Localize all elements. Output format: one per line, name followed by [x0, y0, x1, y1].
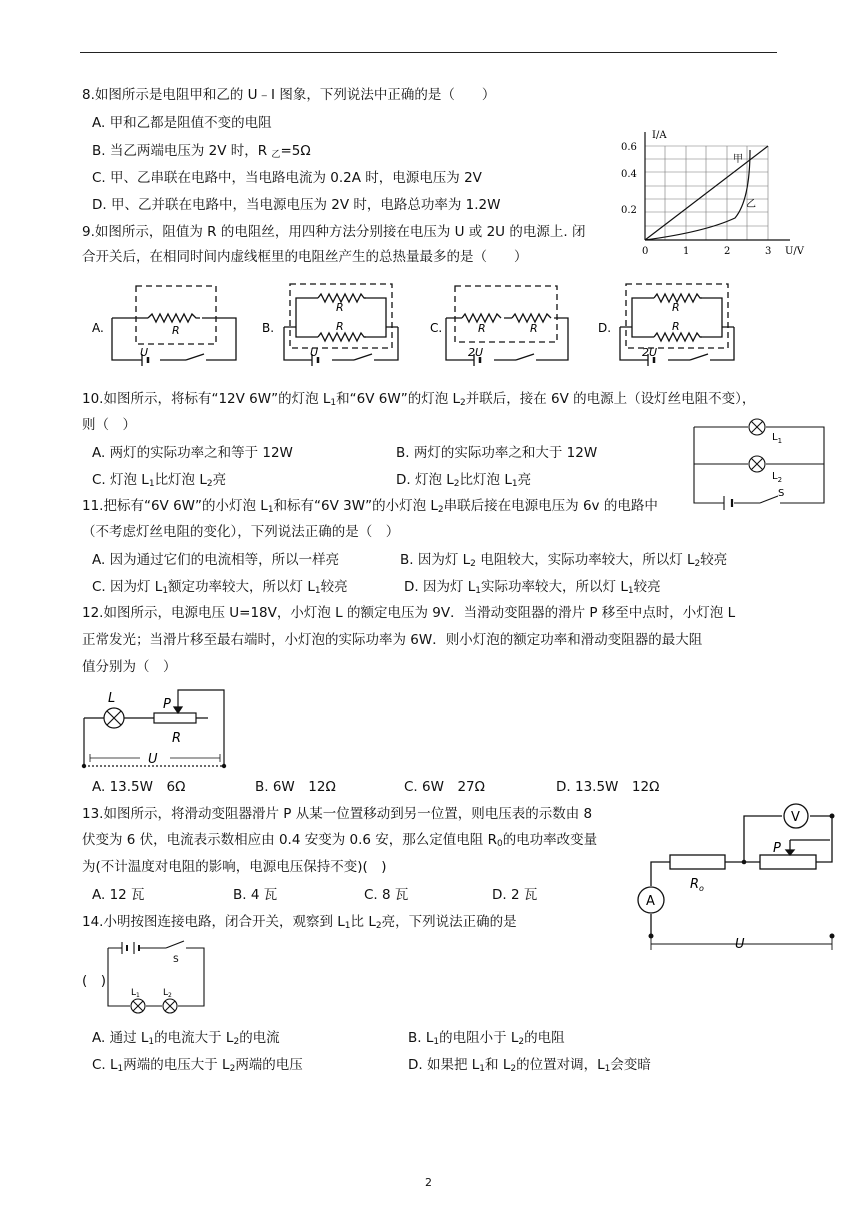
q13-voltmeter-label: V	[791, 810, 800, 825]
q9-b-resistor	[318, 333, 366, 341]
q8-graph-ylabel: I/A	[652, 130, 667, 141]
q8-graph-xlabel: U/V	[785, 246, 805, 257]
q8-option-c: C. 甲、乙串联在电路中，当电路电流为 0.2A 时，电源电压为 2V	[92, 170, 482, 186]
q14-circuit	[100, 936, 220, 1016]
q9-b-r-label: R	[336, 301, 344, 314]
q11-option-b: B. 因为灯 $L_2$ 电阻较大，实际功率较大，所以灯 $L_2$较亮	[400, 552, 728, 569]
q11-option-d: D. 因为灯 $L_1$实际功率较大，所以灯 $L_1$较亮	[404, 579, 661, 596]
q13-r0	[670, 855, 725, 869]
q13-option-b: B. 4 瓦	[233, 887, 278, 903]
q12-stem-line1: 12.如图所示，电源电压 U=18V，小灯泡 L 的额定电压为 9V．当滑动变阻器的滑片 P 移至中点时，小灯泡 L	[82, 605, 736, 621]
q9-c-resistor	[512, 314, 551, 322]
q9-d-resistor	[654, 333, 702, 341]
q9-label-c: C.	[430, 321, 443, 335]
q8-ytick: 0.6	[621, 142, 637, 153]
q13-rheostat	[760, 855, 816, 869]
q13-option-c: C. 8 瓦	[364, 887, 409, 903]
q8-option-d: D. 甲、乙并联在电路中，当电源电压为 2V 时，电路总功率为 1.2W	[92, 197, 501, 213]
q14-option-c: C. $L_1$两端的电压大于 $L_2$两端的电压	[92, 1057, 303, 1074]
q13-circuit	[630, 800, 840, 952]
q8-option-a: A. 甲和乙都是阻值不变的电阻	[92, 115, 272, 131]
q10-stem-line1: 10.如图所示，将标有“12V 6W”的灯泡 $L_1$和“6V 6W”的灯泡 $L_2$并联后，接在 6V 的电源上（设灯丝电阻不变），	[82, 391, 756, 408]
q9-a-source-label: U	[140, 346, 149, 359]
q11-option-a: A. 因为通过它们的电流相等，所以一样亮	[92, 552, 340, 568]
q14-option-b: B. $L_1$的电阻小于 $L_2$的电阻	[408, 1030, 565, 1047]
q13-ammeter-label: A	[646, 894, 655, 909]
q13-stem-line2: 伏变为 6 伏，电流表示数相应由 0.4 安变为 0.6 安，那么定值电阻 $R_0$的电功率改变量	[82, 832, 598, 849]
q13-option-d: D. 2 瓦	[492, 887, 538, 903]
q9-d-r-label: R	[672, 301, 680, 314]
q10-switch	[760, 496, 778, 503]
q12-stem-line2: 正常发光；当滑片移至最右端时，小灯泡的实际功率为 6W．则小灯泡的额定功率和滑动变阻器的最大阻	[82, 632, 703, 648]
q8-xtick: 0	[642, 246, 649, 257]
q9-a-resistor	[148, 314, 200, 322]
q14-switch	[166, 941, 184, 948]
q13-option-a: A. 12 瓦	[92, 887, 145, 903]
header-rule	[80, 52, 777, 53]
q12-option-d: D. 13.5W 12Ω	[556, 779, 660, 795]
q8-xtick: 2	[724, 246, 731, 257]
q13-stem-line3: 为(不计温度对电阻的影响，电源电压保持不变)( )	[82, 859, 387, 875]
q14-stem: 14.小明按图连接电路，闭合开关，观察到 $L_1$比 $L_2$亮，下列说法正确的是	[82, 914, 517, 931]
q12-circuit	[80, 684, 230, 770]
q9-stem-line1: 9.如图所示，阻值为 R 的电阻丝，用四种方法分别接在电压为 U 或 2U 的电源上. 闭	[82, 224, 586, 240]
q13-stem-line1: 13.如图所示，将滑动变阻器滑片 P 从某一位置移动到另一位置，则电压表的示数由 8	[82, 806, 593, 822]
q14-answer-paren: ( )	[82, 973, 107, 989]
q10-switch-label: S	[778, 488, 785, 499]
q9-c-resistor	[462, 314, 501, 322]
q9-b-source-label: U	[310, 346, 319, 359]
q10-option-b: B. 两灯的实际功率之和大于 12W	[396, 445, 598, 461]
q9-c-r-label: R	[478, 322, 486, 335]
q12-lamp-label: L	[108, 691, 116, 706]
q12-option-b: B. 6W 12Ω	[255, 779, 336, 795]
q9-d-r-label: R	[672, 320, 680, 333]
q8-stem: 8.如图所示是电阻甲和乙的 U﹣I 图象，下列说法中正确的是（ ）	[82, 87, 496, 103]
q13-r0-label: $R_o$	[690, 877, 704, 893]
q12-option-a: A. 13.5W 6Ω	[92, 779, 186, 795]
q9-c-r-label: R	[530, 322, 538, 335]
q14-l2-label: $L_2$	[163, 988, 172, 999]
q14-option-a: A. 通过 $L_1$的电流大于 $L_2$的电流	[92, 1030, 280, 1047]
page-number: 2	[425, 1176, 432, 1189]
q10-option-c: C. 灯泡 $L_1$比灯泡 $L_2$亮	[92, 472, 227, 489]
q11-stem-line1: 11.把标有“6V 6W”的小灯泡 $L_1$和标有“6V 3W”的小灯泡 $L_2$串联后接在电源电压为 6v 的电路中	[82, 498, 658, 515]
q14-l1-label: $L_1$	[131, 988, 140, 999]
q12-slider-label: P	[163, 697, 171, 712]
q9-stem-line2: 合开关后，在相同时间内虚线框里的电阻丝产生的总热量最多的是（ ）	[82, 249, 528, 265]
q12-stem-line3: 值分别为（ ）	[82, 659, 177, 675]
q10-l2-label: $L_2$	[772, 471, 783, 484]
q8-ytick: 0.2	[621, 205, 637, 216]
q9-label-d: D.	[598, 321, 612, 335]
q8-ytick: 0.4	[621, 169, 637, 180]
q9-circuits	[80, 278, 760, 368]
q9-b-r-label: R	[336, 320, 344, 333]
q10-option-d: D. 灯泡 $L_2$比灯泡 $L_1$亮	[396, 472, 532, 489]
q8-xtick: 3	[765, 246, 772, 257]
q12-rheostat-label: R	[172, 731, 182, 746]
q13-source-label: U	[735, 937, 745, 952]
q9-label-a: A.	[92, 321, 104, 335]
q9-a-r-label: R	[172, 324, 180, 337]
q11-stem-line2: （不考虑灯丝电阻的变化），下列说法正确的是（ ）	[82, 524, 400, 540]
q8-series-jia-label: 甲	[733, 154, 743, 165]
q10-l1-label: $L_1$	[772, 432, 783, 445]
q10-circuit	[686, 418, 832, 510]
q11-option-c: C. 因为灯 $L_1$额定功率较大，所以灯 $L_1$较亮	[92, 579, 348, 596]
q12-option-c: C. 6W 27Ω	[404, 779, 485, 795]
q10-option-a: A. 两灯的实际功率之和等于 12W	[92, 445, 293, 461]
q8-xtick: 1	[683, 246, 690, 257]
q9-d-source-label: 2U	[642, 346, 658, 359]
q9-label-b: B.	[262, 321, 275, 335]
q14-switch-label: S	[173, 955, 179, 965]
q8-series-yi-label: 乙	[746, 199, 756, 210]
q10-stem-line2: 则（ ）	[82, 417, 136, 433]
q14-option-d: D. 如果把 $L_1$和 $L_2$的位置对调，$L_1$会变暗	[408, 1057, 651, 1074]
q9-c-source-label: 2U	[468, 346, 484, 359]
q12-source-label: U	[148, 752, 158, 767]
q8-option-b: B. 当乙两端电压为 2V 时，R $_乙$=5Ω	[92, 143, 311, 160]
q8-ui-graph	[612, 128, 812, 264]
q9-circuit-c	[446, 286, 568, 366]
q12-rheostat	[154, 713, 196, 723]
q13-slider-label: P	[773, 841, 781, 856]
